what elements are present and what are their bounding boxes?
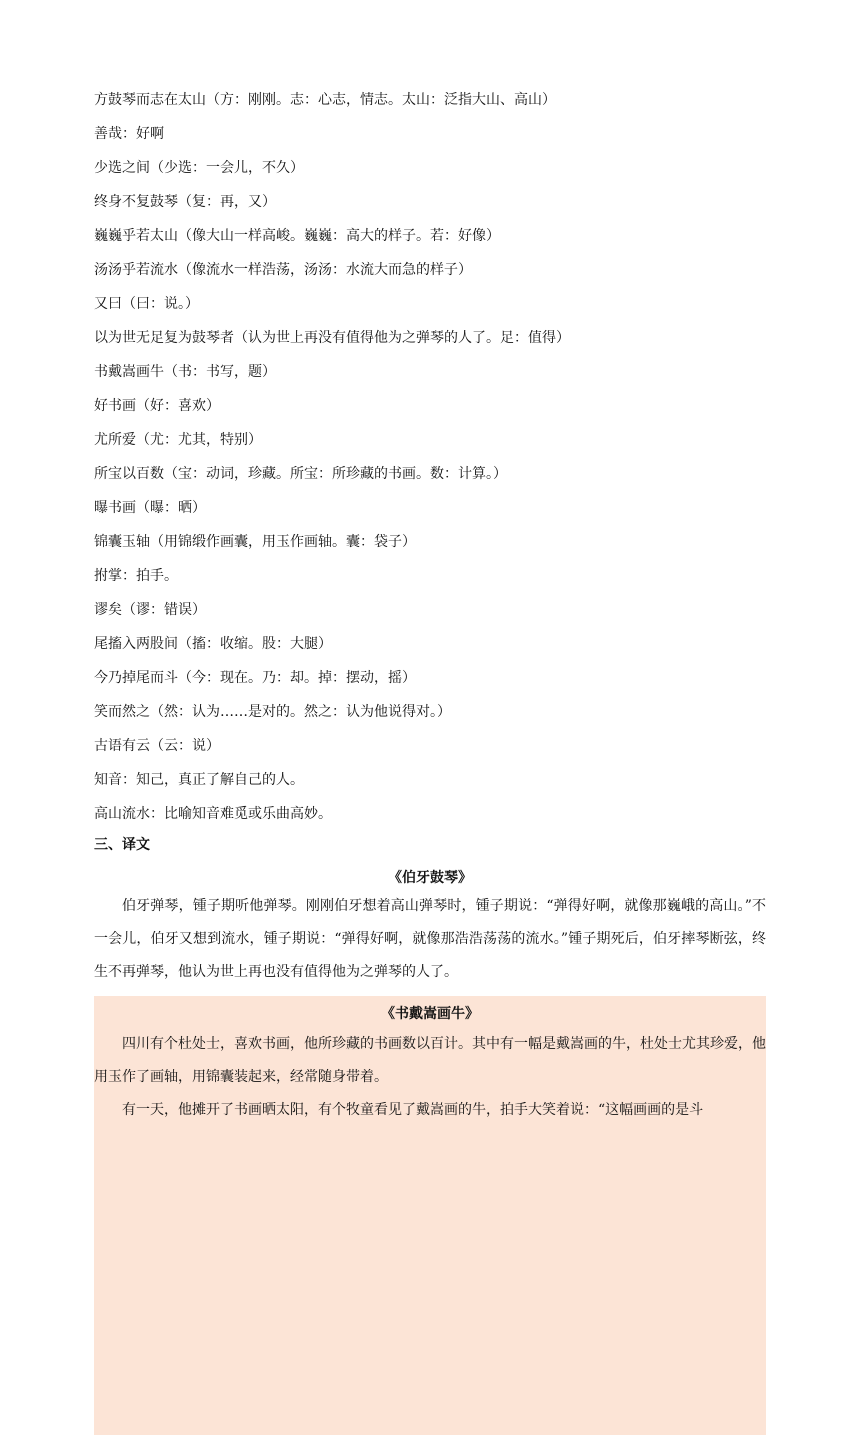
note-item: 善哉：好啊 <box>94 126 164 142</box>
note-item: 笑而然之（然：认为……是对的。然之：认为他说得对。） <box>94 704 451 720</box>
note-item: 曝书画（曝：晒） <box>94 500 206 516</box>
story-boya-guqin <box>94 862 766 996</box>
story-paragraph: 伯牙弹琴，锺子期听他弹琴。刚刚伯牙想着高山弹琴时，锺子期说：“弹得好啊，就像那巍峨的高山。”不一会儿，伯牙又想到流水，锺子期说：“弹得好啊，就像那浩浩荡荡的流水。”锺子期死后，伯牙摔琴断弦，终生不再弹琴，他认为世上再也没有值得他为之弹琴的人了。 <box>94 898 766 980</box>
note-item: 书戴嵩画牛（书：书写，题） <box>94 364 276 380</box>
note-item: 谬矣（谬：错误） <box>94 602 206 618</box>
note-item: 好书画（好：喜欢） <box>94 398 220 414</box>
note-item: 方鼓琴而志在太山（方：刚刚。志：心志，情志。太山：泛指大山、高山） <box>94 92 556 108</box>
story-paragraph: 四川有个杜处士，喜欢书画，他所珍藏的书画数以百计。其中有一幅是戴嵩画的牛，杜处士尤其珍爱，他用玉作了画轴，用锦囊装起来，经常随身带着。 <box>94 1036 766 1085</box>
note-item: 知音：知己，真正了解自己的人。 <box>94 772 304 788</box>
translation-section <box>94 862 766 1435</box>
note-item: 又曰（曰：说。） <box>94 296 199 312</box>
story-title: 《书戴嵩画牛》 <box>381 1006 479 1022</box>
section-heading-translation: 三、译文 <box>94 837 150 853</box>
note-item: 少选之间（少选：一会儿，不久） <box>94 160 304 176</box>
note-item: 今乃掉尾而斗（今：现在。乃：却。掉：摆动，摇） <box>94 670 416 686</box>
note-item: 所宝以百数（宝：动词，珍藏。所宝：所珍藏的书画。数：计算。） <box>94 466 507 482</box>
note-item: 以为世无足复为鼓琴者（认为世上再没有值得他为之弹琴的人了。足：值得） <box>94 330 570 346</box>
note-item: 终身不复鼓琴（复：再，又） <box>94 194 276 210</box>
note-item: 巍巍乎若太山（像大山一样高峻。巍巍：高大的样子。若：好像） <box>94 228 500 244</box>
note-item: 拊掌：拍手。 <box>94 568 178 584</box>
note-item: 古语有云（云：说） <box>94 738 220 754</box>
note-item: 汤汤乎若流水（像流水一样浩荡，汤汤：水流大而急的样子） <box>94 262 472 278</box>
note-item: 锦囊玉轴（用锦缎作画囊，用玉作画轴。囊：袋子） <box>94 534 416 550</box>
story-title: 《伯牙鼓琴》 <box>388 870 472 886</box>
story-paragraph: 有一天，他摊开了书画晒太阳，有个牧童看见了戴嵩画的牛，拍手大笑着说：“这幅画画的是斗 <box>122 1102 704 1118</box>
note-item: 尾搐入两股间（搐：收缩。股：大腿） <box>94 636 332 652</box>
note-item: 尤所爱（尤：尤其，特别） <box>94 432 262 448</box>
vocabulary-notes-list <box>94 86 774 834</box>
note-item: 高山流水：比喻知音难觅或乐曲高妙。 <box>94 806 332 822</box>
